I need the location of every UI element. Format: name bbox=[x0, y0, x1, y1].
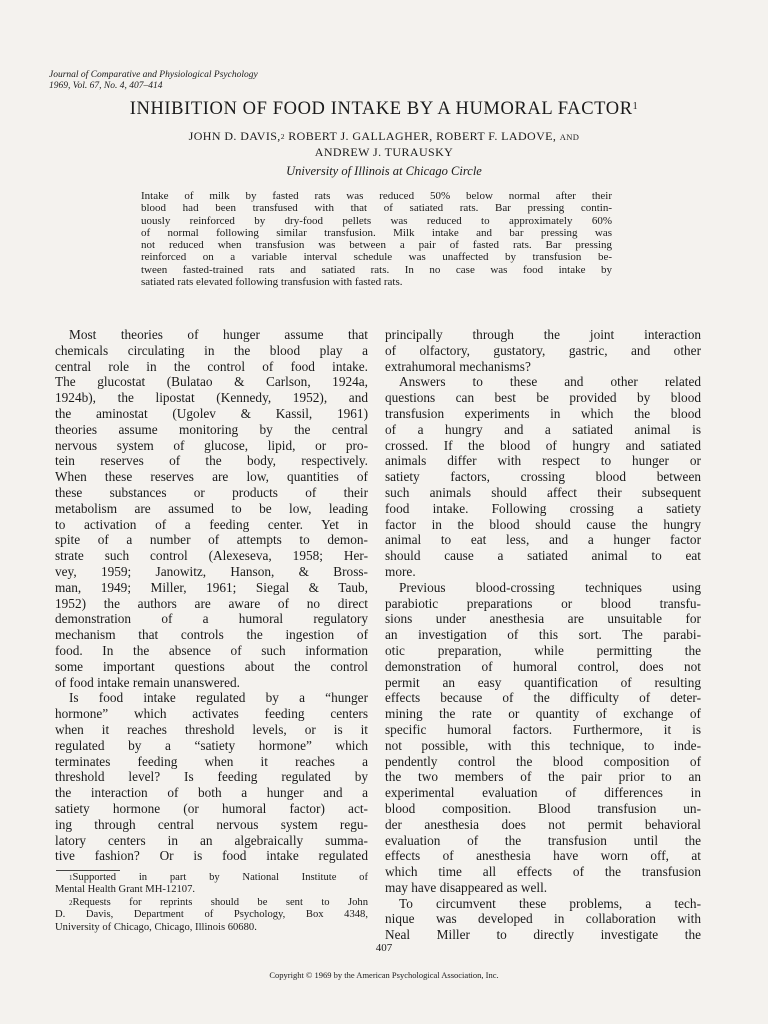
body-line: crossed. If the blood of hungry and satiated bbox=[385, 437, 701, 453]
body-line: The glucostat (Bulatao & Carlson, 1924a, bbox=[55, 374, 368, 390]
body-line: principally through the joint interaction bbox=[385, 327, 701, 342]
author-first: JOHN D. DAVIS, bbox=[188, 129, 281, 143]
body-line: not possible, with this technique, to inde- bbox=[385, 737, 701, 753]
body-line: evaluation of the transfusion until the bbox=[385, 832, 701, 848]
body-line: these substances or products of their bbox=[55, 484, 368, 500]
journal-name: Journal of Comparative and Physiological Psychology bbox=[49, 70, 258, 80]
footnote-2-mark: 2 bbox=[69, 898, 73, 907]
article-title bbox=[0, 98, 768, 120]
body-line: Is food intake regulated by a “hunger bbox=[69, 690, 368, 706]
volume-info: 1969, Vol. 67, No. 4, 407–414 bbox=[49, 81, 163, 91]
body-line: vey, 1959; Janowitz, Hanson, & Bross- bbox=[55, 563, 368, 579]
body-line: factor in the blood should cause the hungry bbox=[385, 516, 701, 532]
body-line: the interaction of both a hunger and a bbox=[55, 785, 368, 801]
body-line: When these reserves are low, quantities of bbox=[55, 469, 368, 485]
abstract bbox=[141, 190, 612, 288]
body-line: satiety hormone (or humoral factor) act- bbox=[55, 800, 368, 816]
body-line: to activation of a feeding center. Yet in bbox=[55, 516, 368, 532]
footnote-text: Requests for reprints should be sent to John bbox=[72, 896, 368, 908]
abstract-line: reinforced on a variable interval schedule was unaffected by transfusion be- bbox=[141, 251, 612, 264]
body-line: metabolism are assumed to be low, leading bbox=[55, 500, 368, 516]
body-line: of food intake remain unanswered. bbox=[55, 674, 240, 690]
body-line: the two members of the pair prior to an bbox=[385, 769, 701, 785]
body-line: central role in the control of food intake. bbox=[55, 358, 368, 374]
abstract-line: of normal following similar transfusion. Milk intake and bar pressing was bbox=[141, 226, 612, 239]
body-line: animals differ with respect to hunger or bbox=[385, 453, 701, 469]
body-line: parabiotic preparations or blood transfu- bbox=[385, 595, 701, 611]
body-line: pendently control the blood composition of bbox=[385, 753, 701, 769]
body-line: an investigation of this sort. The parabi- bbox=[385, 627, 701, 643]
body-line: more. bbox=[385, 563, 416, 579]
abstract-line: not reduced when transfusion was between a pair of fasted rats. Bar pressing bbox=[141, 239, 612, 252]
body-line: hormone” which activates feeding centers bbox=[55, 706, 368, 722]
copyright-notice: Copyright © 1969 by the American Psychological Association, Inc. bbox=[269, 970, 499, 980]
page-number: 407 bbox=[375, 942, 393, 954]
body-line: specific humoral factors. Furthermore, it is bbox=[385, 721, 701, 737]
body-line: which time all effects of the transfusion bbox=[385, 864, 701, 880]
body-line: theories assume monitoring by the central bbox=[55, 421, 368, 437]
body-line: blood composition. Blood transfusion un- bbox=[385, 800, 701, 816]
body-line: effects of anesthesia have worn off, at bbox=[385, 848, 701, 864]
author-rest: ROBERT J. GALLAGHER, ROBERT F. LADOVE, bbox=[284, 129, 560, 143]
body-line: threshold level? Is feeding regulated by bbox=[55, 769, 368, 785]
body-line: regulated by a “satiety hormone” which bbox=[55, 737, 368, 753]
body-line: when it reaches threshold levels, or is it bbox=[55, 721, 368, 737]
abstract-line: uously reinforced by dry-food pellets was reduced to approximately 60% bbox=[141, 214, 612, 227]
abstract-line: blood had been transfused with that of satiated rats. Bar pressing contin- bbox=[141, 202, 612, 215]
body-line: such animals should affect their subsequent bbox=[385, 484, 701, 500]
author-footnote-mark: 2 bbox=[280, 132, 285, 141]
body-line: satiety factors, crossing blood between bbox=[385, 469, 701, 485]
footnote-2-line bbox=[55, 897, 368, 909]
body-line: transfusion experiments in which the blood bbox=[385, 405, 701, 421]
body-line: demonstration of humoral control, does not bbox=[385, 658, 701, 674]
footnote-divider bbox=[56, 870, 120, 871]
body-line: some important questions about the control bbox=[55, 658, 368, 674]
abstract-line: Intake of milk by fasted rats was reduced 50% below normal after their bbox=[141, 190, 612, 202]
footnote-1-mark: 1 bbox=[69, 874, 73, 882]
footnote-1-line: Mental Health Grant MH-12107. bbox=[55, 884, 196, 896]
affiliation: University of Illinois at Chicago Circle bbox=[286, 164, 482, 178]
abstract-line: satiated rats elevated following transfusion with fasted rats. bbox=[141, 276, 403, 289]
body-line: experimental evaluation of differences in bbox=[385, 785, 701, 801]
author-list bbox=[0, 129, 768, 160]
body-line: food intake. Following crossing a satiety bbox=[385, 500, 701, 516]
author-line-1 bbox=[0, 129, 768, 145]
body-line: latory centers in an algebraically summa- bbox=[55, 832, 368, 848]
body-line: 1924b), the lipostat (Kennedy, 1952), and bbox=[55, 390, 368, 406]
body-line: ing through central nervous system regu- bbox=[55, 816, 368, 832]
body-line: chemicals circulating in the blood play a bbox=[55, 342, 368, 358]
body-line: sions under anesthesia are unsuitable for bbox=[385, 611, 701, 627]
body-line: the aminostat (Ugolev & Kassil, 1961) bbox=[55, 405, 368, 421]
right-column bbox=[385, 327, 701, 943]
body-line: food. In the absence of such information bbox=[55, 642, 368, 658]
body-line: mechanism that controls the ingestion of bbox=[55, 627, 368, 643]
body-line: nique was developed in collaboration with bbox=[385, 911, 701, 927]
abstract-line: tween fasted-trained rats and satiated rats. In no case was food intake by bbox=[141, 263, 612, 276]
body-line: otic preparation, while permitting the bbox=[385, 642, 701, 658]
body-line: terminates feeding when it reaches a bbox=[55, 753, 368, 769]
body-line: mining the rate or quantity of exchange of bbox=[385, 706, 701, 722]
body-line: of olfactory, gustatory, gastric, and other bbox=[385, 342, 701, 358]
left-column bbox=[55, 327, 368, 864]
author-and: AND bbox=[559, 132, 580, 142]
body-line: permit an easy quantification of resulting bbox=[385, 674, 701, 690]
body-line: extrahumoral mechanisms? bbox=[385, 358, 531, 374]
body-line: 1952) the authors are aware of no direct bbox=[55, 595, 368, 611]
body-line: nervous system of glucose, lipid, or pro- bbox=[55, 437, 368, 453]
body-line: Answers to these and other related bbox=[399, 374, 701, 390]
body-line: may have disappeared as well. bbox=[385, 879, 548, 895]
footnotes bbox=[55, 872, 368, 934]
author-line-2: ANDREW J. TURAUSKY bbox=[314, 145, 454, 159]
body-line: Previous blood-crossing techniques using bbox=[399, 579, 701, 595]
body-line: demonstration of a humoral regulatory bbox=[55, 611, 368, 627]
body-line: der anesthesia does not permit behavioral bbox=[385, 816, 701, 832]
journal-header bbox=[49, 70, 258, 92]
body-line: should cause a satiated animal to eat bbox=[385, 548, 701, 564]
body-line: tein reserves of the body, respectively. bbox=[55, 453, 368, 469]
footnote-2-line: D. Davis, Department of Psychology, Box 4348, bbox=[55, 909, 368, 921]
body-line: spite of a number of attempts to demon- bbox=[55, 532, 368, 548]
footnote-2-line: University of Chicago, Chicago, Illinois 60680. bbox=[55, 921, 257, 933]
title-footnote-mark: 1 bbox=[632, 101, 639, 112]
title-text: INHIBITION OF FOOD INTAKE BY A HUMORAL FACTOR bbox=[129, 99, 633, 119]
body-line: questions can best be provided by blood bbox=[385, 390, 701, 406]
body-line: animal to eat less, and a hunger factor bbox=[385, 532, 701, 548]
body-line: tive fashion? Or is food intake regulated bbox=[55, 848, 368, 864]
footnote-1-line bbox=[55, 872, 368, 884]
body-line: man, 1949; Miller, 1961; Siegal & Taub, bbox=[55, 579, 368, 595]
body-line: of a hungry and a satiated animal is bbox=[385, 421, 701, 437]
body-line: Most theories of hunger assume that bbox=[69, 327, 368, 342]
body-line: strate such control (Alexeseva, 1958; Her- bbox=[55, 548, 368, 564]
body-line: effects because of the difficulty of deter- bbox=[385, 690, 701, 706]
footnote-text: Supported in part by National Institute of bbox=[72, 872, 368, 883]
body-line: Neal Miller to directly investigate the bbox=[385, 927, 701, 943]
body-line: To circumvent these problems, a tech- bbox=[399, 895, 701, 911]
